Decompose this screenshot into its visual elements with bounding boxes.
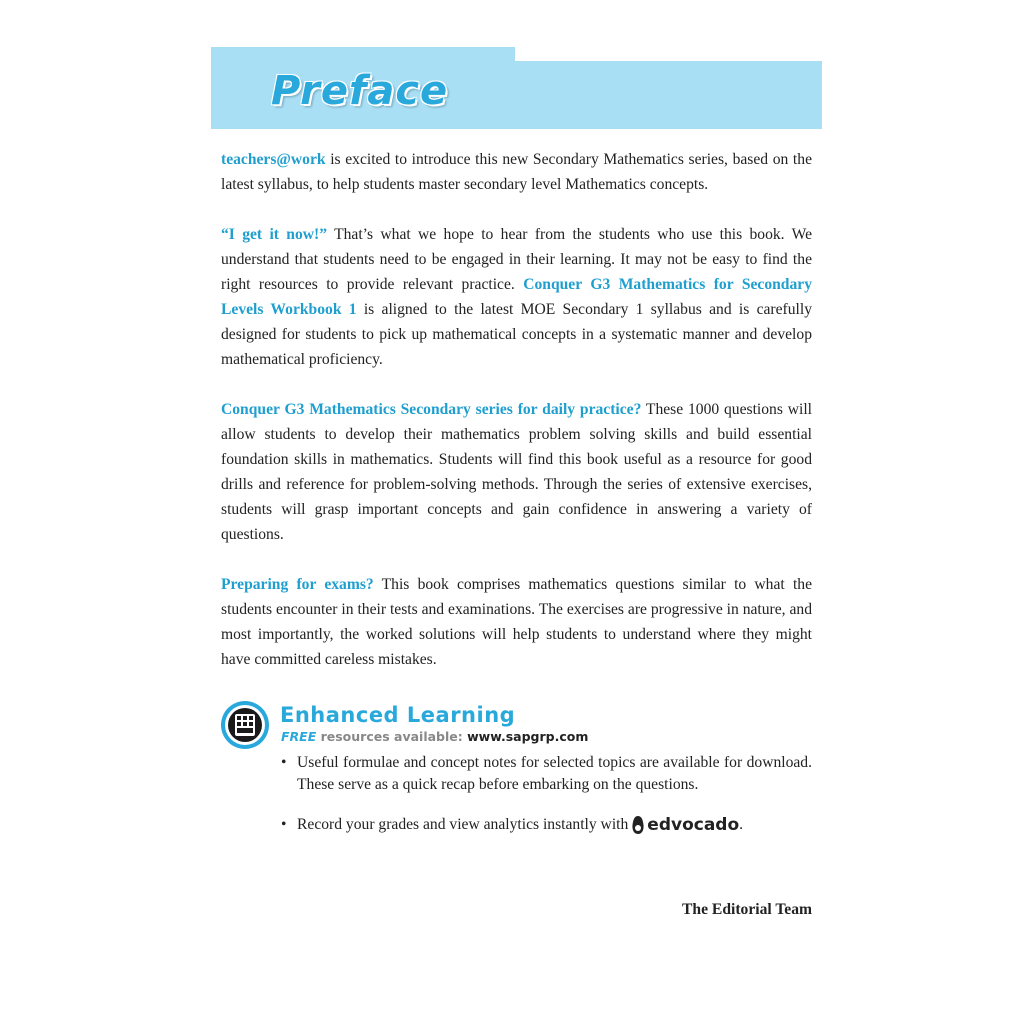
paragraph-text: These 1000 questions will allow students to develop their mathematics problem solving skills and build essential foundation skills in mathematics. Students will find this book useful as a resource for good drills and reference for problem-solving methods. Through the series of extensive exercises, students will grasp important concepts and gain confidence in answering a variety of questions. bbox=[221, 401, 812, 543]
bullet-text: Useful formulae and concept notes for selected topics are available for download. These serve as a quick recap before embarking on the questions. bbox=[297, 754, 812, 793]
list-item bbox=[281, 814, 812, 836]
bullet-text: Record your grades and view analytics instantly with bbox=[297, 816, 629, 833]
resources-label: resources available: bbox=[316, 729, 468, 744]
paragraph-text: That’s what we hope to hear from the students who use this book. We understand that students need to be engaged in their learning. It may not be easy to find the right resources to provide relevant practice. bbox=[221, 226, 813, 293]
list-item bbox=[281, 752, 812, 796]
resources-url-link[interactable]: www.sapgrp.com bbox=[467, 729, 589, 744]
paragraph-engagement bbox=[221, 222, 812, 372]
edvocado-brand-name: edvocado bbox=[647, 815, 740, 836]
avocado-icon bbox=[631, 815, 645, 835]
free-resources-line bbox=[281, 728, 588, 746]
enhanced-learning-title: Enhanced Learning bbox=[280, 703, 516, 727]
paragraph-exams bbox=[221, 572, 812, 672]
book-title-highlight: Conquer G3 Mathematics for Secondary Levels Workbook 1 bbox=[221, 276, 812, 318]
free-label: FREE bbox=[281, 729, 317, 744]
paragraph-text: is aligned to the latest MOE Secondary 1 syllabus and is carefully designed for students to pick up mathematical concepts in a systematic manner and develop mathematical proficiency. bbox=[221, 301, 812, 368]
quote-highlight: “I get it now!” bbox=[221, 226, 328, 243]
paragraph-text: This book comprises mathematics questions similar to what the students encounter in their tests and examinations. The exercises are progressive in nature, and most importantly, the worked solutions will help students to understand where they might have committed careless mistakes. bbox=[221, 576, 812, 668]
paragraph-text: is excited to introduce this new Secondary Mathematics series, based on the latest syllabus, to help students master secondary level Mathematics concepts. bbox=[221, 151, 812, 193]
series-highlight: Conquer G3 Mathematics Secondary series for daily practice? bbox=[221, 401, 642, 418]
editorial-team-signoff: The Editorial Team bbox=[682, 901, 812, 918]
brand-highlight: teachers@work bbox=[221, 151, 326, 168]
paragraph-practice bbox=[221, 397, 812, 547]
bullet-icon: • bbox=[281, 816, 287, 833]
edvocado-logo bbox=[631, 814, 739, 836]
exams-highlight: Preparing for exams? bbox=[221, 576, 374, 593]
enhanced-learning-logo-icon bbox=[220, 700, 270, 750]
bullet-icon: • bbox=[281, 754, 287, 771]
paragraph-intro bbox=[221, 147, 812, 197]
page-title: Preface bbox=[271, 68, 449, 114]
enhanced-learning-list bbox=[281, 752, 812, 836]
bullet-suffix: . bbox=[739, 816, 744, 833]
